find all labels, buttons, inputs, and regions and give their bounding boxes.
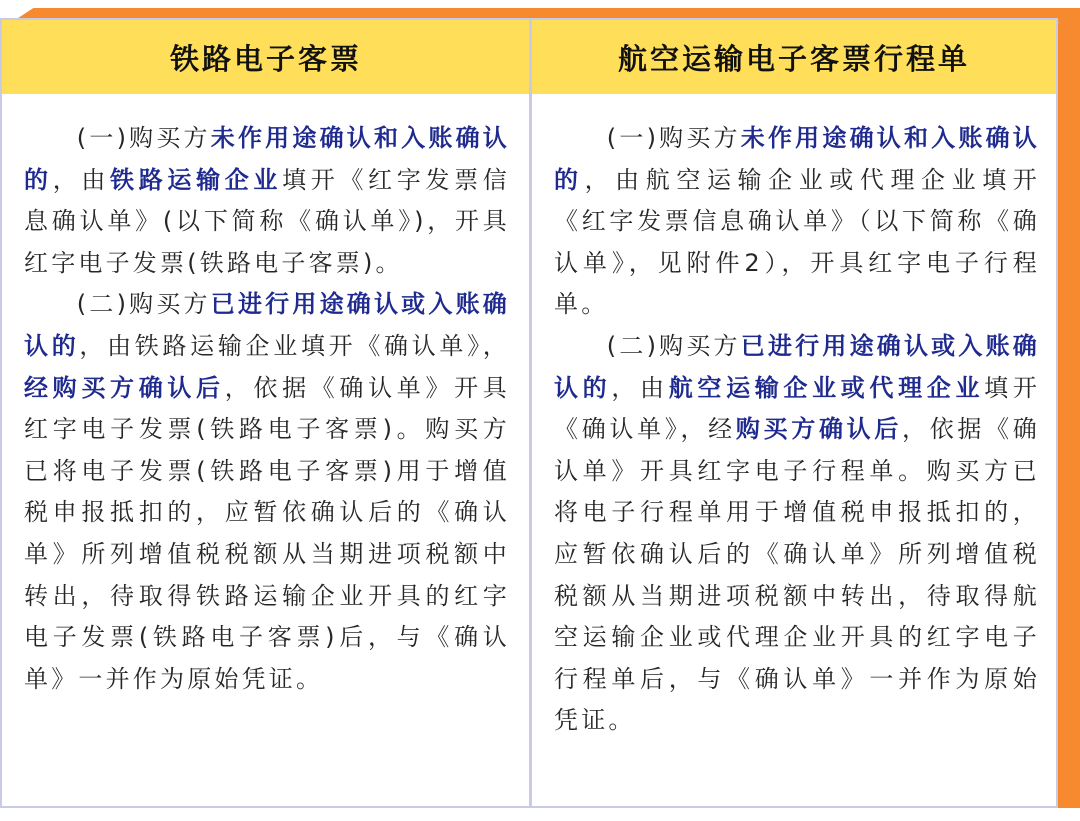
- header-air-itinerary: 航空运输电子客票行程单: [532, 20, 1056, 94]
- highlighted-text-run: 已进行用途确认或入账确认的: [24, 290, 510, 360]
- highlighted-text-run: 已进行用途确认或入账确认的: [554, 331, 1040, 402]
- text-run: ，依据《确认单》开具红字电子发票(铁路电子客票)。购买方已将电子发票(铁路电子客票)用于增值税申报抵扣的，应暂依确认后的《确认单》所列增值税税额从当期进项税额中转出，待取得铁路运输企业开具的红字电子发票(铁路电子客票)后，与《确认单》一并作为原始凭证。: [24, 373, 511, 693]
- text-run: ，由: [611, 373, 669, 402]
- air-column: [554, 118, 1040, 742]
- column-divider: [529, 20, 532, 806]
- text-run: ，由航空运输企业或代理企业填开《红字发票信息确认单》（以下简称《确认单》，见附件2），开具红字电子行程单。: [554, 165, 1041, 319]
- highlighted-text-run: 铁路运输企业: [110, 165, 283, 194]
- text-run: 填开《确认单》，经: [554, 373, 1041, 444]
- orange-shadow-right: [1056, 8, 1080, 808]
- text-run: ，由铁路运输企业填开《确认单》，: [79, 331, 510, 360]
- highlighted-text-run: 未作用途确认和入账确认的: [24, 124, 510, 194]
- text-run: (二)购买方: [76, 290, 211, 319]
- text-run: (二)购买方: [606, 331, 741, 360]
- text-run: (一)购买方: [606, 124, 741, 152]
- railway-paragraph-1: [24, 118, 510, 284]
- railway-paragraph-2: [24, 284, 510, 700]
- text-run: ，由: [52, 165, 111, 194]
- text-run: ，依据《确认单》开具红字电子行程单。购买方已将电子行程单用于增值税申报抵扣的，应暂依确认后的《确认单》所列增值税税额从当期进项税额中转出，待取得航空运输企业或代理企业开具的红字电子行程单后，与《确认单》一并作为原始凭证。: [554, 415, 1041, 735]
- comparison-table: [0, 18, 1058, 808]
- air-paragraph-1: [554, 118, 1040, 326]
- text-run: 填开《红字发票信息确认单》(以下简称《确认单》)，开具红字电子发票(铁路电子客票)。: [24, 165, 511, 277]
- air-paragraph-2: [554, 326, 1040, 742]
- highlighted-text-run: 未作用途确认和入账确认的: [554, 124, 1040, 194]
- text-run: (一)购买方: [76, 124, 211, 152]
- highlighted-text-run: 航空运输企业或代理企业: [668, 373, 985, 402]
- header-railway-ticket: 铁路电子客票: [2, 20, 530, 94]
- highlighted-text-run: 购买方确认后: [735, 415, 903, 444]
- railway-column: [24, 118, 510, 700]
- highlighted-text-run: 经购买方确认后: [24, 373, 225, 402]
